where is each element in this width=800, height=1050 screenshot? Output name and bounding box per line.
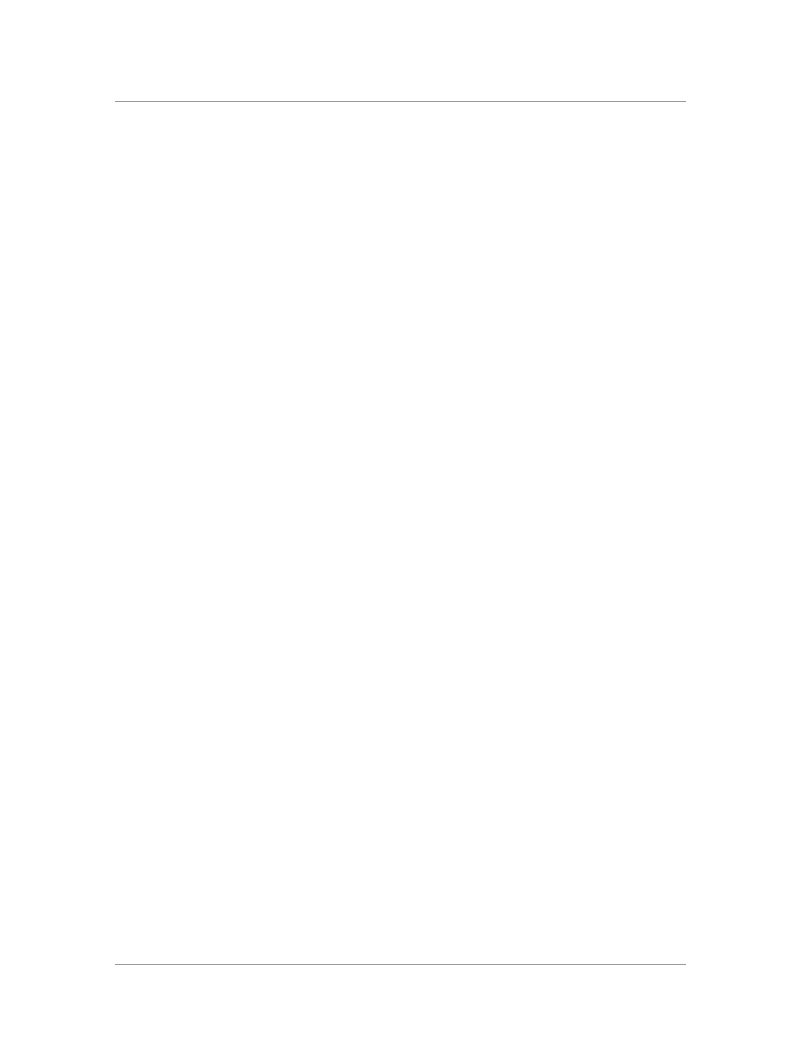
part-divider xyxy=(115,101,686,102)
page-footer xyxy=(115,964,686,985)
table-of-contents xyxy=(115,83,686,156)
part-heading xyxy=(115,111,640,135)
